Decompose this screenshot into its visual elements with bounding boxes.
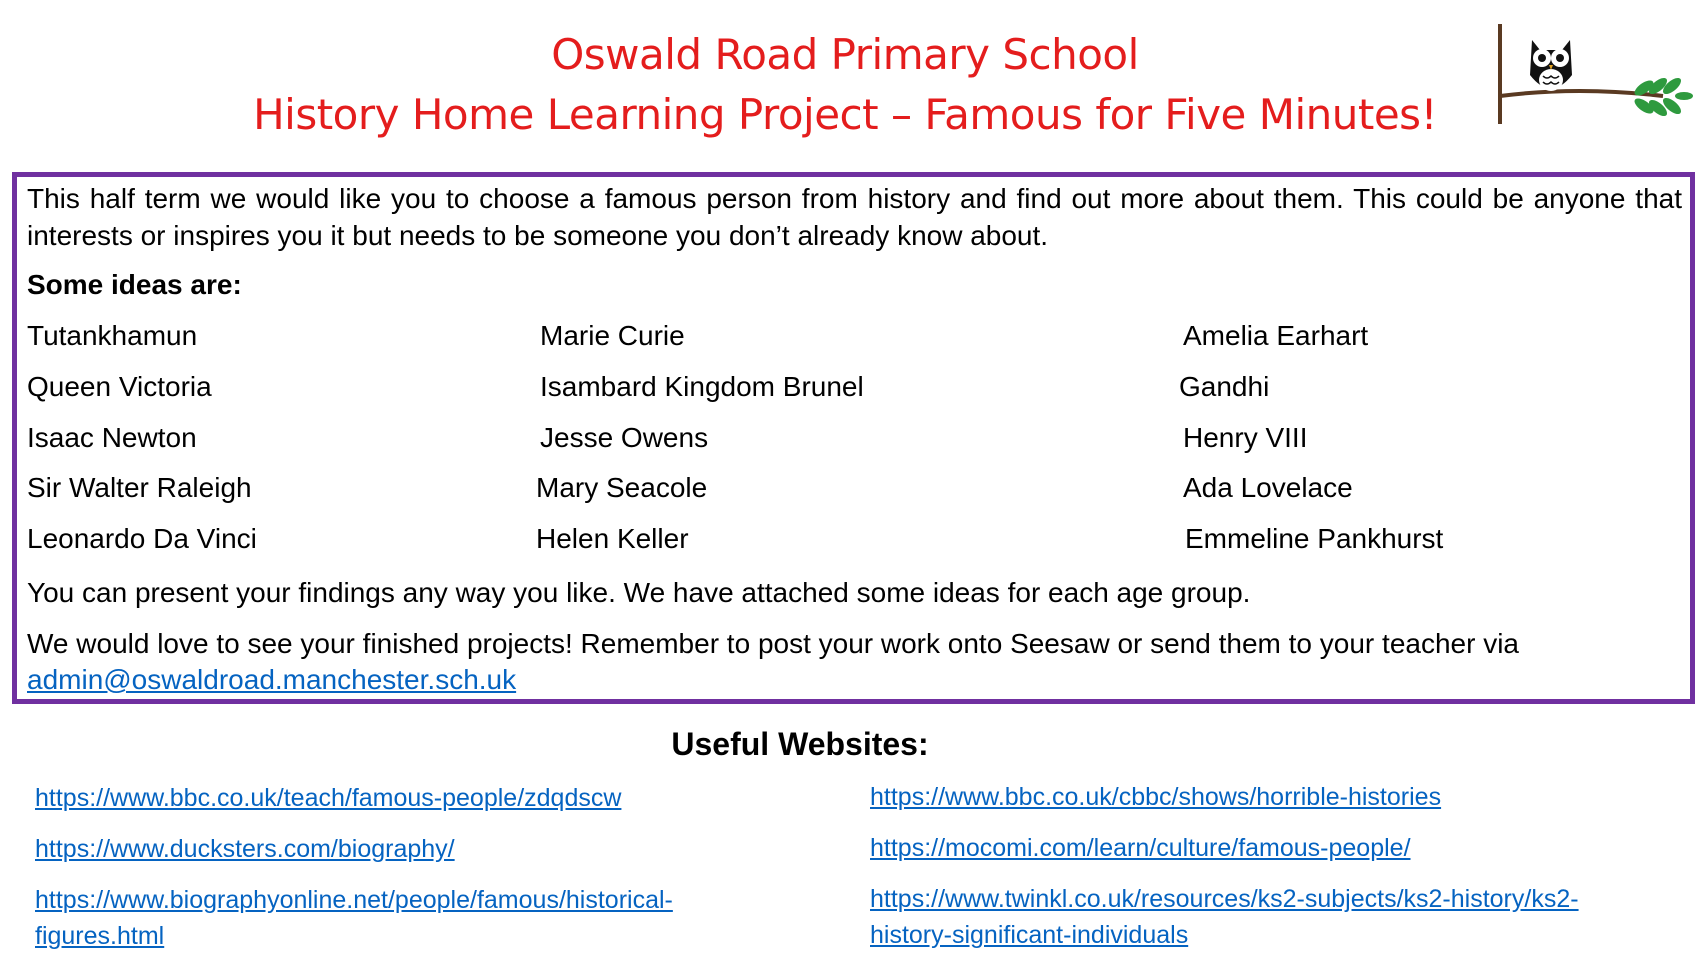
idea-henry-viii: Henry VIII — [1183, 422, 1308, 453]
idea-ada-lovelace: Ada Lovelace — [1183, 472, 1353, 503]
idea-jesse-owens: Jesse Owens — [540, 422, 709, 453]
link-biographyonline-line2[interactable]: figures.html — [35, 922, 165, 950]
idea-tutankhamun: Tutankhamun — [27, 320, 198, 351]
idea-mary-seacole: Mary Seacole — [536, 472, 708, 503]
link-bbc-famous-people[interactable]: https://www.bbc.co.uk/teach/famous-people/zdqdscw — [35, 784, 622, 812]
link-twinkl-line2[interactable]: history-significant-individuals — [870, 921, 1189, 949]
idea-marie-curie: Marie Curie — [540, 320, 685, 351]
school-name-title: Oswald Road Primary School — [551, 30, 1139, 79]
idea-gandhi: Gandhi — [1179, 371, 1270, 402]
link-bbc-horrible-histories[interactable]: https://www.bbc.co.uk/cbbc/shows/horrible-histories — [870, 783, 1442, 811]
link-ducksters-biography[interactable]: https://www.ducksters.com/biography/ — [35, 835, 455, 863]
idea-helen-keller: Helen Keller — [536, 523, 689, 554]
idea-walter-raleigh: Sir Walter Raleigh — [27, 472, 252, 503]
present-paragraph: You can present your findings any way you like. We have attached some ideas for each age group. — [27, 577, 1251, 608]
ideas-heading: Some ideas are: — [27, 269, 242, 300]
finished-projects-paragraph: We would love to see your finished projects! Remember to post your work onto Seesaw or send them to your teacher via — [27, 628, 1519, 659]
idea-isaac-newton: Isaac Newton — [27, 422, 197, 453]
idea-da-vinci: Leonardo Da Vinci — [27, 523, 257, 554]
idea-queen-victoria: Queen Victoria — [27, 371, 212, 402]
owl-on-branch-logo — [1488, 20, 1698, 130]
link-twinkl-line1[interactable]: https://www.twinkl.co.uk/resources/ks2-subjects/ks2-history/ks2- — [870, 885, 1579, 913]
idea-brunel: Isambard Kingdom Brunel — [540, 371, 864, 402]
idea-amelia-earhart: Amelia Earhart — [1183, 320, 1369, 351]
link-mocomi-famous-people[interactable]: https://mocomi.com/learn/culture/famous-people/ — [870, 834, 1411, 862]
useful-websites-heading: Useful Websites: — [671, 726, 929, 762]
link-biographyonline-line1[interactable]: https://www.biographyonline.net/people/famous/historical- — [35, 886, 673, 914]
admin-email-link[interactable]: admin@oswaldroad.manchester.sch.uk — [27, 664, 517, 695]
project-title: History Home Learning Project – Famous for Five Minutes! — [253, 90, 1437, 139]
idea-emmeline-pankhurst: Emmeline Pankhurst — [1185, 523, 1444, 554]
intro-paragraph: This half term we would like you to choose a famous person from history and find out more about them. This could be anyone that interests or inspires you it but needs to be someone you don’t already know about. — [27, 183, 1682, 251]
